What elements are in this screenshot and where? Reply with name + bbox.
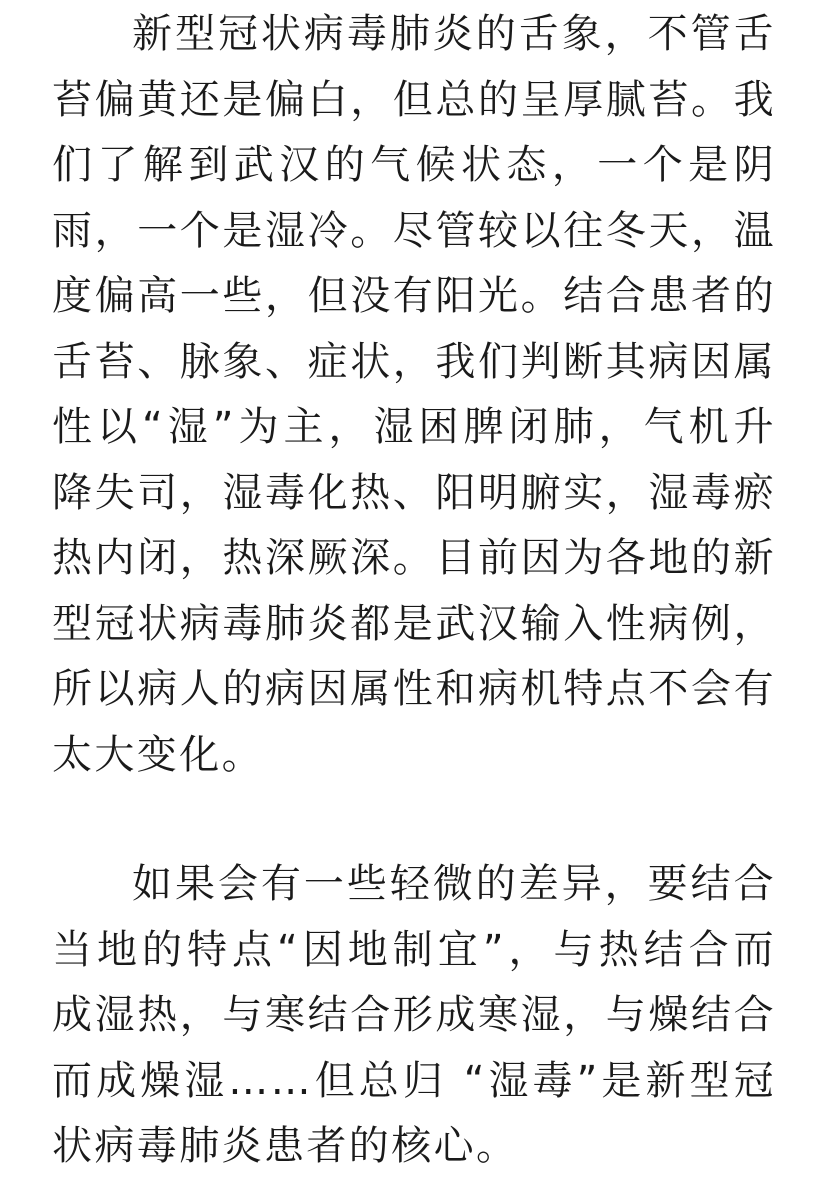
paragraph-2: 如果会有一些轻微的差异，要结合当地的特点“因地制宜”，与热结合而成湿热，与寒结合形成寒湿，与燥结合而成燥湿……但总归 “湿毒”是新型冠状病毒肺炎患者的核心。 xyxy=(52,861,776,1169)
article-body xyxy=(52,0,776,1180)
paragraph-1: 新型冠状病毒肺炎的舌象，不管舌苔偏黄还是偏白，但总的呈厚腻苔。我们了解到武汉的气候状态，一个是阴雨，一个是湿冷。尽管较以往冬天，温度偏高一些，但没有阳光。结合患者的舌苔、脉象、症状，我们判断其病因属性以“湿”为主，湿困脾闭肺，气机升降失司，湿毒化热、阳明腑实，湿毒瘀热内闭，热深厥深。目前因为各地的新型冠状病毒肺炎都是武汉输入性病例，所以病人的病因属性和病机特点不会有太大变化。 xyxy=(52,11,776,778)
